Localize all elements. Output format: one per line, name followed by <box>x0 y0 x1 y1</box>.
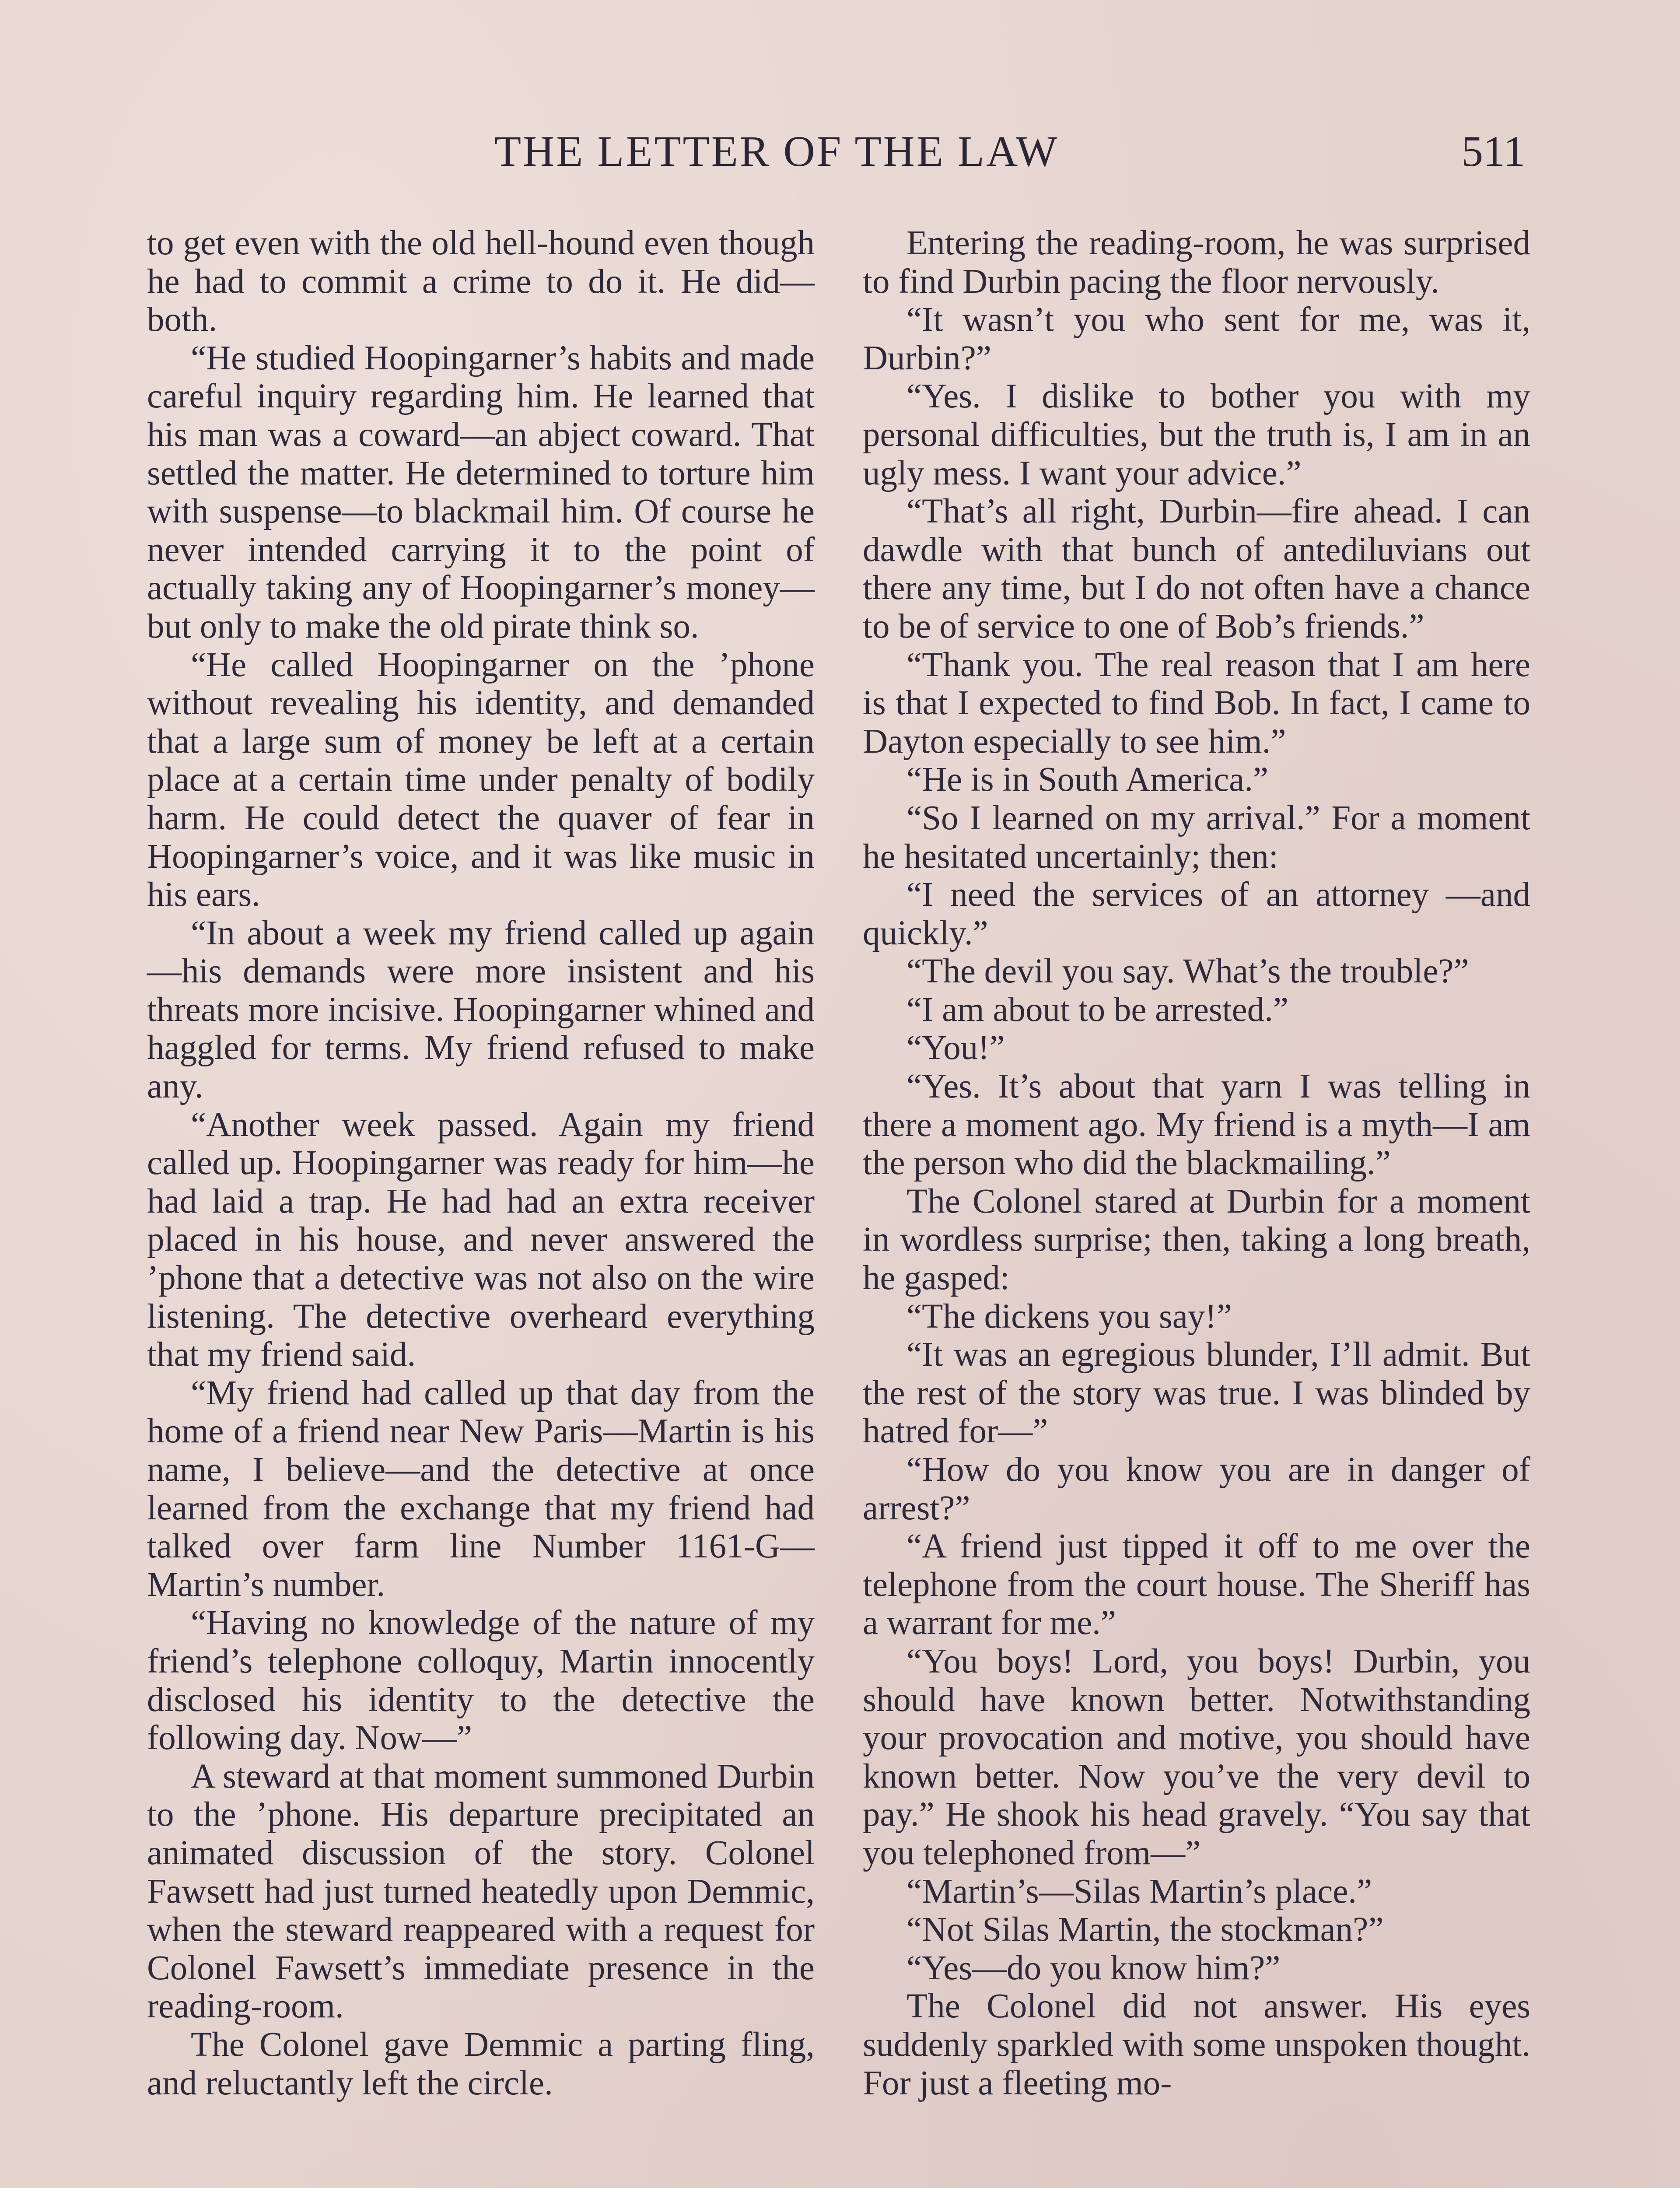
paragraph: Entering the reading-room, he was surprised to find Durbin pacing the floor nervously. <box>863 224 1530 301</box>
running-head-title: THE LETTER OF THE LAW <box>494 127 1059 175</box>
paragraph: A steward at that moment summoned Durbin to the ’phone. His departure precipitated an animated discussion of the story. Colonel Fawsett had just turned heatedly upon Demmic, when the steward reappeared with a request for Colonel Fawsett’s immediate presence in the reading-room. <box>147 1757 815 2026</box>
page-number: 511 <box>1461 127 1526 175</box>
paragraph: The Colonel gave Demmic a parting fling, and reluctantly left the circle. <box>147 2025 815 2102</box>
paragraph: “How do you know you are in danger of arrest?” <box>863 1451 1530 1527</box>
paragraph: “Thank you. The real reason that I am here is that I expected to find Bob. In fact, I came to Dayton especially to see him.” <box>863 645 1530 761</box>
paragraph: The Colonel did not answer. His eyes suddenly sparkled with some unspoken thought. For just a fleeting mo- <box>863 1987 1530 2102</box>
paragraph: “Yes—do you know him?” <box>906 1949 1281 1987</box>
paragraph: “He called Hoopingarner on the ’phone without revealing his identity, and demanded that a large sum of money be left at a certain place at a certain time under penalty of bodily harm. He could detect the quaver of fear in Hoopingarner’s voice, and it was like music in his ears. <box>147 645 815 914</box>
paragraph: “The devil you say. What’s the trouble?” <box>906 952 1469 991</box>
paragraph: “Not Silas Martin, the stockman?” <box>906 1911 1384 1949</box>
paragraph: “I need the services of an attorney —and quickly.” <box>863 876 1530 952</box>
paragraph: “You!” <box>906 1029 1005 1067</box>
paragraph: “Another week passed. Again my friend called up. Hoopingarner was ready for him—he had laid a trap. He had had an extra receiver placed in his house, and never answered the ’phone that a detective was not also on the wire listening. The detective overheard everything that my friend said. <box>147 1105 815 1374</box>
paragraph: “It was an egregious blunder, I’ll admit. But the rest of the story was true. I was blinded by hatred for—” <box>863 1336 1530 1451</box>
left-text-column <box>147 224 815 2102</box>
paragraph: “Martin’s—Silas Martin’s place.” <box>906 1872 1372 1911</box>
paragraph: “You boys! Lord, you boys! Durbin, you should have known better. Notwithstanding your provocation and motive, you should have known better. Now you’ve the very devil to pay.” He shook his head gravely. “You say that you telephoned from—” <box>863 1642 1530 1872</box>
right-text-column <box>863 224 1530 2102</box>
paragraph: to get even with the old hell-hound even though he had to commit a crime to do it. He did—both. <box>147 224 815 339</box>
paragraph: The Colonel stared at Durbin for a moment in wordless surprise; then, taking a long breath, he gasped: <box>863 1182 1530 1297</box>
paragraph: “A friend just tipped it off to me over the telephone from the court house. The Sheriff has a warrant for me.” <box>863 1527 1530 1642</box>
paragraph: “Having no knowledge of the nature of my friend’s telephone colloquy, Martin innocently disclosed his identity to the detective the following day. Now—” <box>147 1604 815 1757</box>
paragraph: “I am about to be arrested.” <box>906 990 1288 1029</box>
paragraph: “Yes. I dislike to bother you with my personal difficulties, but the truth is, I am in an ugly mess. I want your advice.” <box>863 377 1530 492</box>
paragraph: “My friend had called up that day from the home of a friend near New Paris—Martin is his name, I believe—and the detective at once learned from the exchange that my friend had talked over farm line Number 1161-G—Martin’s number. <box>147 1374 815 1604</box>
paragraph: “The dickens you say!” <box>906 1297 1232 1336</box>
paragraph: “It wasn’t you who sent for me, was it, Durbin?” <box>863 301 1530 377</box>
paragraph: “He studied Hoopingarner’s habits and made careful inquiry regarding him. He learned that his man was a coward—an abject coward. That settled the matter. He determined to torture him with suspense—to blackmail him. Of course he never intended carrying it to the point of actually taking any of Hoopingarner’s money—but only to make the old pirate think so. <box>147 339 815 645</box>
paragraph: “Yes. It’s about that yarn I was telling in there a moment ago. My friend is a myth—I am the person who did the blackmailing.” <box>863 1067 1530 1182</box>
paragraph: “He is in South America.” <box>906 761 1269 799</box>
paragraph: “In about a week my friend called up again—his demands were more insistent and his threats more incisive. Hoopingarner whined and haggled for terms. My friend refused to make any. <box>147 914 815 1106</box>
paragraph: “That’s all right, Durbin—fire ahead. I can dawdle with that bunch of antediluvians out there any time, but I do not often have a chance to be of service to one of Bob’s friends.” <box>863 492 1530 645</box>
paragraph: “So I learned on my arrival.” For a moment he hesitated uncertainly; then: <box>863 799 1530 876</box>
